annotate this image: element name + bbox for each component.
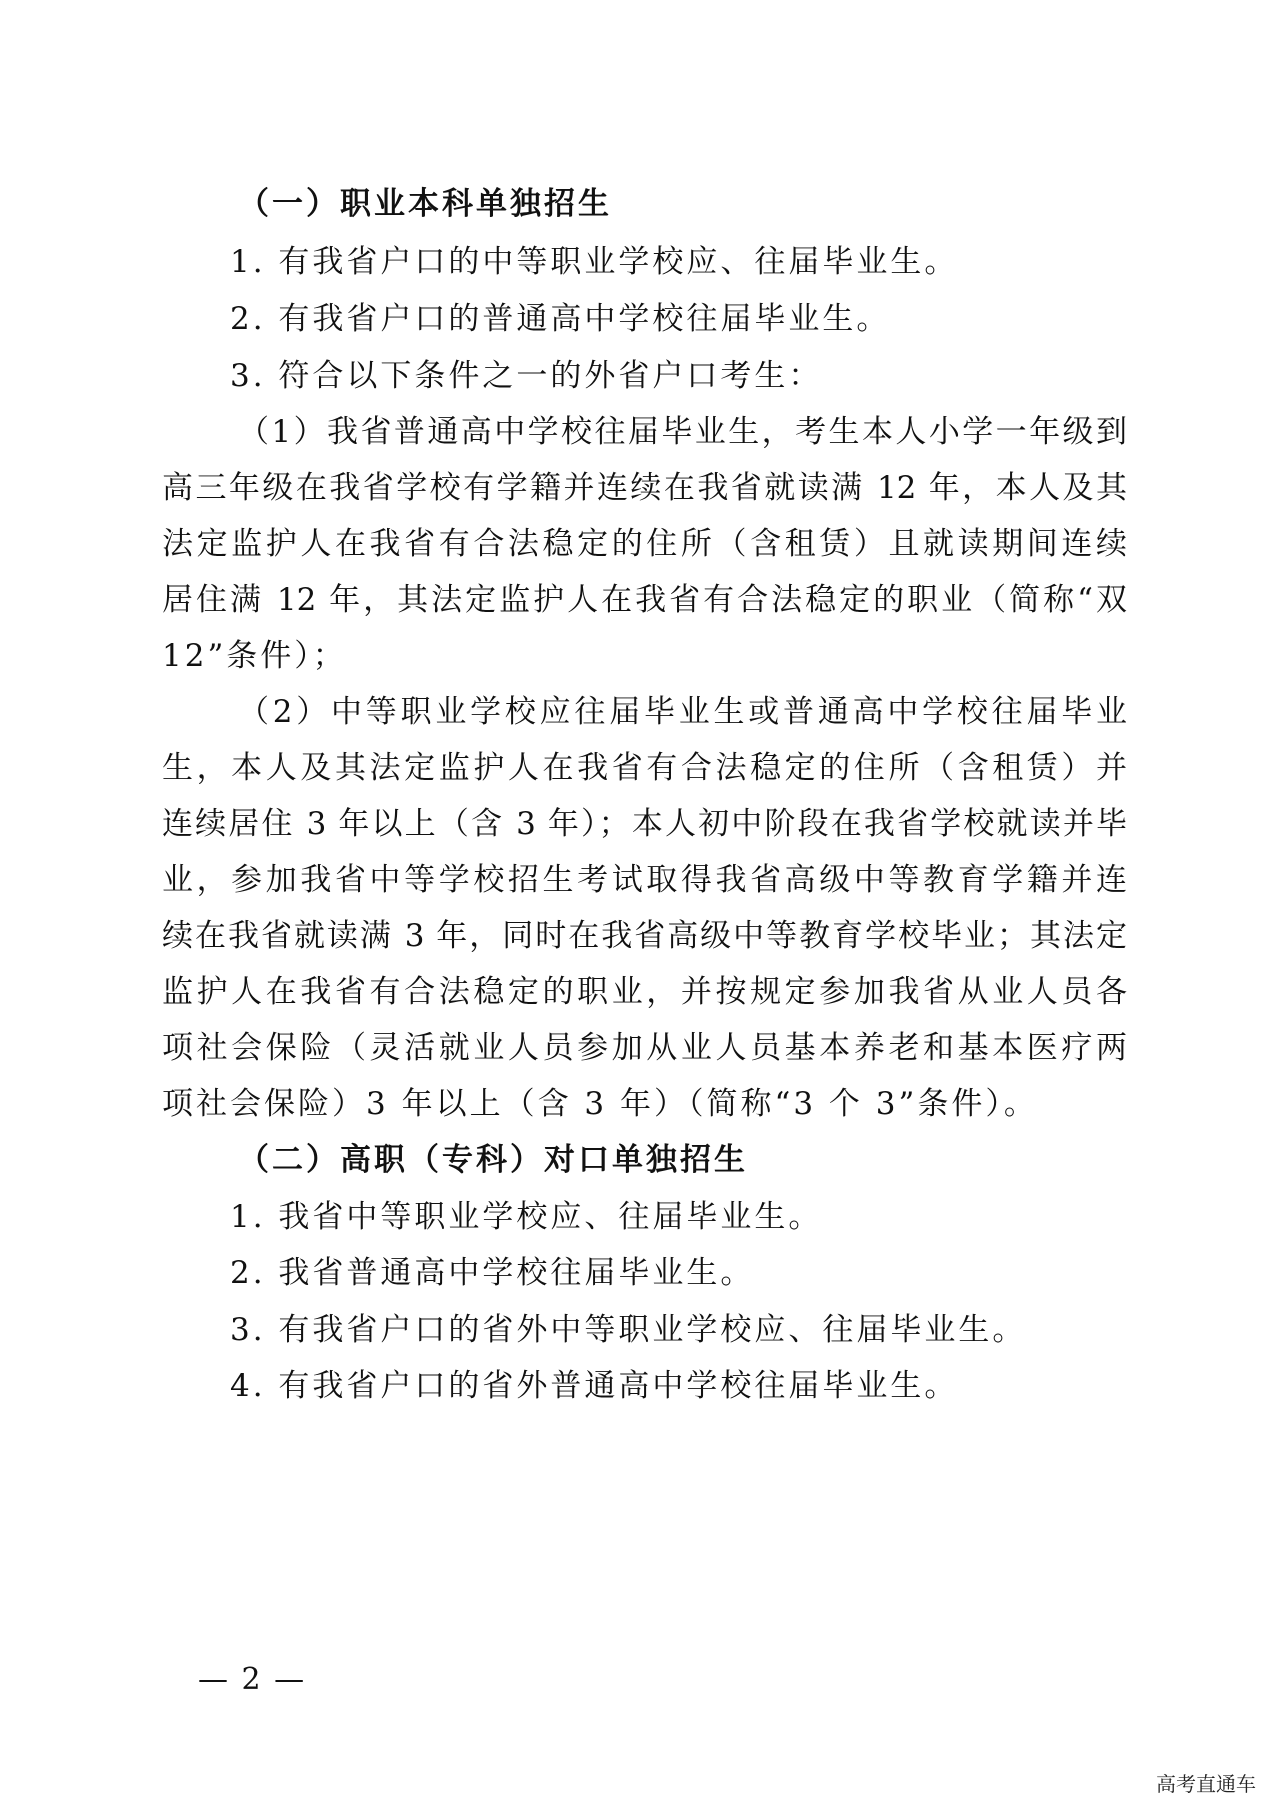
cond2-line-7: 项社会保险（灵活就业人员参加从业人员基本养老和基本医疗两 — [162, 1030, 1127, 1066]
cond2-line-5: 续在我省就读满 3 年，同时在我省高级中等教育学校毕业；其法定 — [162, 918, 1127, 954]
section2-item-1: 1. 我省中等职业学校应、往届毕业生。 — [230, 1199, 823, 1235]
section2-heading: （二）高职（专科）对口单独招生 — [238, 1142, 748, 1178]
section2-item-4: 4. 有我省户口的省外普通高中学校往届毕业生。 — [230, 1368, 959, 1404]
cond1-line-5: 12”条件）； — [162, 638, 347, 674]
section2-item-3: 3. 有我省户口的省外中等职业学校应、往届毕业生。 — [230, 1312, 1027, 1348]
watermark-text: 高考直通车 — [1156, 1772, 1256, 1796]
section2-item-2: 2. 我省普通高中学校往届毕业生。 — [230, 1255, 755, 1291]
cond2-line-1: （2）中等职业学校应往届毕业生或普通高中学校往届毕业 — [238, 694, 1127, 730]
cond1-line-4: 居住满 12 年，其法定监护人在我省有合法稳定的职业（简称“双 — [162, 582, 1127, 618]
section1-item-2: 2. 有我省户口的普通高中学校往届毕业生。 — [230, 301, 891, 337]
cond2-line-4: 业，参加我省中等学校招生考试取得我省高级中等教育学籍并连 — [162, 862, 1127, 898]
cond1-line-2: 高三年级在我省学校有学籍并连续在我省就读满 12 年，本人及其 — [162, 470, 1127, 506]
section1-item-1: 1. 有我省户口的中等职业学校应、往届毕业生。 — [230, 244, 959, 280]
cond2-line-6: 监护人在我省有合法稳定的职业，并按规定参加我省从业人员各 — [162, 974, 1127, 1010]
section1-heading: （一）职业本科单独招生 — [238, 186, 612, 222]
cond2-line-2: 生，本人及其法定监护人在我省有合法稳定的住所（含租赁）并 — [162, 750, 1127, 786]
cond1-line-3: 法定监护人在我省有合法稳定的住所（含租赁）且就读期间连续 — [162, 526, 1127, 562]
page-number: — 2 — — [198, 1662, 307, 1697]
cond2-line-8: 项社会保险）3 年以上（含 3 年）（简称“3 个 3”条件）。 — [162, 1086, 1038, 1122]
cond2-line-3: 连续居住 3 年以上（含 3 年）；本人初中阶段在我省学校就读并毕 — [162, 806, 1127, 842]
cond1-line-1: （1）我省普通高中学校往届毕业生，考生本人小学一年级到 — [238, 414, 1127, 450]
section1-item-3: 3. 符合以下条件之一的外省户口考生： — [230, 358, 823, 394]
